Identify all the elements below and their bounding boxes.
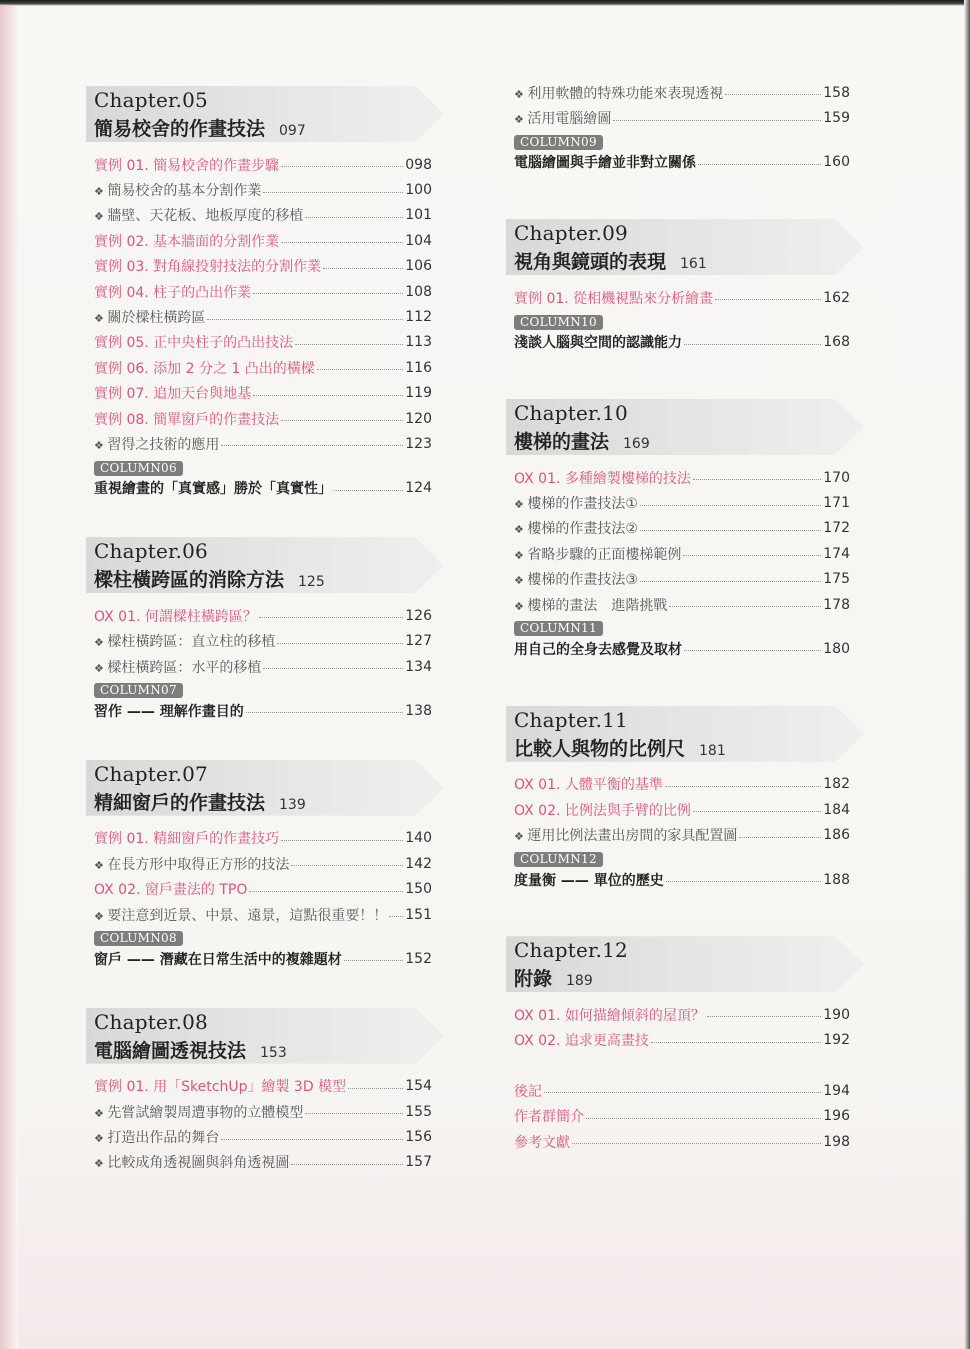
chapter-title-text: 視角與鏡頭的表現 xyxy=(514,251,667,274)
entry-page: 170 xyxy=(823,469,850,486)
chapter-title-text: 樑柱橫跨區的消除方法 xyxy=(94,569,285,592)
toc-entry[interactable] xyxy=(86,355,432,380)
toc-column-entry[interactable] xyxy=(86,698,432,723)
chapter-header xyxy=(506,219,850,273)
entry-title: 實例 01. 精細窗戶的作畫技巧 xyxy=(94,831,280,848)
toc-entry[interactable] xyxy=(506,1103,850,1128)
column-badge: COLUMN11 xyxy=(514,621,603,636)
toc-entry[interactable] xyxy=(506,1129,850,1154)
chapter-title-text: 電腦繪圖透視技法 xyxy=(94,1039,247,1062)
chapter-gap xyxy=(506,175,850,219)
entry-title: ❖ 簡易校舍的基本分割作業 xyxy=(86,180,261,200)
entry-page: 124 xyxy=(405,480,432,497)
chapter-title[interactable] xyxy=(514,734,726,761)
dot-leader xyxy=(725,94,821,95)
entry-page: 178 xyxy=(823,596,850,613)
toc-entry[interactable] xyxy=(86,431,432,456)
chapter-title[interactable] xyxy=(94,788,306,815)
toc-column-entry[interactable] xyxy=(506,150,850,175)
chapter-gap xyxy=(506,662,850,706)
chapter-header xyxy=(506,706,850,760)
entry-page: 168 xyxy=(823,334,850,351)
entry-page: 116 xyxy=(405,359,432,376)
entry-title: 度量衡 —— 單位的歷史 xyxy=(514,872,664,889)
toc-entry[interactable] xyxy=(506,592,850,617)
chapter-gap xyxy=(506,355,850,399)
entry-page: 134 xyxy=(405,658,432,675)
dot-leader xyxy=(698,164,821,165)
entry-page: 104 xyxy=(405,232,432,249)
toc-entry[interactable] xyxy=(506,797,850,822)
entry-page: 158 xyxy=(823,84,850,101)
entry-page: 162 xyxy=(823,289,850,306)
entry-title: 實例 04. 柱子的凸出作業 xyxy=(94,284,252,301)
entry-page: 113 xyxy=(405,334,432,351)
toc-entry[interactable] xyxy=(506,1028,850,1053)
dot-leader xyxy=(651,1042,821,1043)
entry-page: 171 xyxy=(823,495,850,512)
entry-page: 188 xyxy=(823,871,850,888)
chapter-title-text: 附錄 xyxy=(514,968,553,991)
entry-title: 實例 07. 追加天台與地基 xyxy=(94,386,252,403)
chapter-header xyxy=(86,537,432,591)
dot-leader xyxy=(640,505,821,506)
entry-page: 190 xyxy=(823,1006,850,1023)
toc-entry[interactable] xyxy=(506,1078,850,1103)
chapter-label: Chapter.12 xyxy=(514,938,628,963)
dot-leader xyxy=(263,192,403,193)
chapter-page: 181 xyxy=(699,742,726,759)
toc-entry[interactable] xyxy=(86,254,432,279)
chapter-title-text: 簡易校舍的作畫技法 xyxy=(94,118,266,140)
chapter-label: Chapter.10 xyxy=(514,400,628,425)
dot-leader xyxy=(640,581,821,582)
chapter-label: Chapter.05 xyxy=(94,88,208,112)
toc-entry[interactable] xyxy=(86,279,432,304)
entry-page: 108 xyxy=(405,283,432,300)
entry-title: ❖ 牆壁、天花板、地板厚度的移植 xyxy=(86,205,303,225)
entry-title: ❖ 樓梯的作畫技法① xyxy=(506,493,638,513)
entry-page: 119 xyxy=(405,385,432,402)
dot-leader xyxy=(281,840,403,841)
toc-entry[interactable] xyxy=(86,902,432,927)
entry-page: 098 xyxy=(405,156,432,173)
toc-entry[interactable] xyxy=(506,772,850,797)
dot-leader xyxy=(640,530,821,531)
chapter-page: 161 xyxy=(680,256,707,273)
chapter-label: Chapter.11 xyxy=(514,707,628,732)
dot-leader xyxy=(715,299,821,300)
dot-leader xyxy=(586,1118,821,1119)
entry-page: 150 xyxy=(405,881,432,898)
toc-entry[interactable] xyxy=(506,567,850,592)
entry-title: 重視繪畫的「真實感」勝於「真實性」 xyxy=(94,481,332,498)
entry-page: 123 xyxy=(405,435,432,452)
chapter-page: 097 xyxy=(279,123,306,139)
entry-title: 參考文獻 xyxy=(514,1134,570,1151)
toc-entry[interactable] xyxy=(86,628,432,653)
chapter-header xyxy=(86,1008,432,1062)
chapter-title[interactable] xyxy=(514,247,707,274)
entry-title: 實例 02. 基本牆面的分割作業 xyxy=(94,233,280,250)
chapter-page: 139 xyxy=(279,796,306,813)
entry-page: 184 xyxy=(823,801,850,818)
entry-page: 196 xyxy=(823,1108,850,1125)
chapter-gap xyxy=(506,892,850,936)
toc-entry[interactable] xyxy=(506,490,850,515)
entry-page: 186 xyxy=(823,827,850,844)
dot-leader xyxy=(693,479,821,480)
chapter-label: Chapter.09 xyxy=(514,221,628,246)
entry-title: 實例 01. 從相機視點來分析繪畫 xyxy=(514,290,714,307)
entry-page: 198 xyxy=(823,1133,850,1150)
entry-title: ❖ 樑柱橫跨區：直立柱的移植 xyxy=(86,631,275,651)
toc-entry[interactable] xyxy=(86,228,432,253)
entry-page: 106 xyxy=(405,258,432,275)
entry-title: ❖ 樓梯的作畫技法② xyxy=(506,518,638,538)
entry-title: ❖ 先嘗試繪製周遭事物的立體模型 xyxy=(86,1102,303,1122)
entry-title: 實例 01. 簡易校舍的作畫步驟 xyxy=(94,157,280,174)
dot-leader xyxy=(544,1092,821,1093)
entry-title: 用自己的全身去感覺及取材 xyxy=(514,641,682,658)
toc-column-entry[interactable] xyxy=(506,867,850,892)
dot-leader xyxy=(683,555,821,556)
toc-column-entry[interactable] xyxy=(506,330,850,355)
dot-leader xyxy=(665,786,821,787)
toc-right-column xyxy=(506,80,850,1154)
entry-page: 180 xyxy=(823,640,850,657)
entry-title: 實例 08. 簡單窗戶的作畫技法 xyxy=(94,411,280,428)
dot-leader xyxy=(221,445,403,446)
entry-page: 127 xyxy=(405,633,432,650)
dot-leader xyxy=(323,268,403,269)
entry-title: ❖ 打造出作品的舞台 xyxy=(86,1127,219,1147)
toc-entry[interactable] xyxy=(86,304,432,329)
toc-entry[interactable] xyxy=(86,1099,432,1124)
dot-leader xyxy=(291,865,403,866)
chapter-06 xyxy=(86,537,432,724)
column-badge: COLUMN07 xyxy=(94,683,183,698)
dot-leader xyxy=(739,837,821,838)
toc-entry[interactable] xyxy=(86,203,432,228)
toc-entry[interactable] xyxy=(506,516,850,541)
entry-title: ❖ 利用軟體的特殊功能來表現透視 xyxy=(506,83,723,103)
entry-title: OX 01. 何謂樑柱橫跨區？ xyxy=(94,608,257,625)
dot-leader xyxy=(281,242,403,243)
entry-title: ❖ 樓梯的作畫技法③ xyxy=(506,569,638,589)
column-badge: COLUMN12 xyxy=(514,852,603,867)
dot-leader xyxy=(291,1164,403,1165)
entry-title: ❖ 樑柱橫跨區：水平的移植 xyxy=(86,657,261,677)
chapter-gap xyxy=(86,501,432,537)
toc-column-entry[interactable] xyxy=(86,946,432,971)
chapter-09 xyxy=(506,219,850,355)
chapter-12 xyxy=(506,936,850,1154)
entry-title: OX 01. 如何描繪傾斜的屋頂？ xyxy=(514,1007,705,1024)
entry-title: 淺談人腦與空間的認識能力 xyxy=(514,335,682,352)
entry-page: 142 xyxy=(405,855,432,872)
book-spine-shadow xyxy=(0,0,18,1349)
chapter-08 xyxy=(86,1008,432,1176)
chapter-header xyxy=(86,760,432,814)
toc-entry[interactable] xyxy=(86,654,432,679)
toc-entry[interactable] xyxy=(86,826,432,851)
chapter-label: Chapter.07 xyxy=(94,761,208,786)
chapter-gap xyxy=(86,724,432,760)
dot-leader xyxy=(263,668,403,669)
dot-leader xyxy=(317,369,403,370)
toc-entry[interactable] xyxy=(86,330,432,355)
chapter-title[interactable] xyxy=(514,964,593,991)
dot-leader xyxy=(249,891,403,892)
toc-entry[interactable] xyxy=(86,1124,432,1149)
dot-leader xyxy=(389,916,403,917)
chapter-page: 169 xyxy=(623,435,650,452)
entry-title: ❖ 省略步驟的正面樓梯範例 xyxy=(506,544,681,564)
entry-title: 習作 —— 理解作畫目的 xyxy=(94,703,244,720)
entry-title: ❖ 要注意到近景、中景、遠景，這點很重要！！ xyxy=(86,905,387,925)
chapter-08-continued xyxy=(506,80,850,175)
entry-page: 157 xyxy=(405,1154,432,1171)
page-top-edge xyxy=(0,0,970,6)
toc-entry[interactable] xyxy=(86,603,432,628)
dot-leader xyxy=(221,1139,403,1140)
dot-leader xyxy=(693,811,821,812)
dot-leader xyxy=(281,166,403,167)
dot-leader xyxy=(348,1088,403,1089)
toc-entry[interactable] xyxy=(86,381,432,406)
chapter-label: Chapter.08 xyxy=(94,1009,208,1034)
chapter-page: 189 xyxy=(566,973,593,990)
chapter-label: Chapter.06 xyxy=(94,539,208,564)
chapter-10 xyxy=(506,399,850,662)
chapter-title[interactable] xyxy=(94,114,306,141)
dot-leader xyxy=(277,643,403,644)
entry-page: 101 xyxy=(405,207,432,224)
entry-title: ❖ 比較成角透視圖與斜角透視圖 xyxy=(86,1152,289,1172)
toc-entry[interactable] xyxy=(86,876,432,901)
entry-title: ❖ 樓梯的畫法 進階挑戰 xyxy=(506,595,667,615)
dot-leader xyxy=(684,344,821,345)
entry-page: 155 xyxy=(405,1103,432,1120)
dot-leader xyxy=(305,1113,403,1114)
column-badge: COLUMN10 xyxy=(514,315,603,330)
toc-entry[interactable] xyxy=(86,406,432,431)
toc-entry[interactable] xyxy=(506,541,850,566)
dot-leader xyxy=(295,344,403,345)
chapter-title-text: 比較人與物的比例尺 xyxy=(514,737,686,760)
entry-page: 152 xyxy=(405,950,432,967)
entry-page: 140 xyxy=(405,830,432,847)
entry-title: 後記 xyxy=(514,1083,542,1100)
dot-leader xyxy=(253,293,403,294)
entry-page: 192 xyxy=(823,1032,850,1049)
entry-page: 138 xyxy=(405,702,432,719)
dot-leader xyxy=(572,1143,821,1144)
entry-title: OX 02. 比例法與手臂的比例 xyxy=(514,802,691,819)
entry-page: 194 xyxy=(823,1082,850,1099)
chapter-title-text: 精細窗戶的作畫技法 xyxy=(94,791,266,814)
toc-column-entry[interactable] xyxy=(506,636,850,661)
toc-entry[interactable] xyxy=(86,152,432,177)
entry-page: 151 xyxy=(405,906,432,923)
toc-entry[interactable] xyxy=(506,80,850,105)
chapter-page: 125 xyxy=(298,574,325,591)
entry-page: 154 xyxy=(405,1078,432,1095)
toc-entry[interactable] xyxy=(86,177,432,202)
entry-title: ❖ 在長方形中取得正方形的技法 xyxy=(86,854,289,874)
column-badge: COLUMN08 xyxy=(94,931,183,946)
toc-entry[interactable] xyxy=(506,1002,850,1027)
dot-leader xyxy=(334,490,403,491)
dot-leader xyxy=(613,120,821,121)
entry-page: 182 xyxy=(823,776,850,793)
dot-leader xyxy=(253,395,403,396)
chapter-header xyxy=(506,936,850,990)
entry-page: 159 xyxy=(823,110,850,127)
page-right-edge xyxy=(964,0,970,1349)
chapter-page: 153 xyxy=(260,1044,287,1061)
chapter-title-text: 樓梯的畫法 xyxy=(514,430,610,453)
toc-left-column xyxy=(86,86,432,1175)
chapter-title[interactable] xyxy=(514,427,650,454)
entry-title: OX 01. 人體平衡的基準 xyxy=(514,777,663,794)
entry-title: 窗戶 —— 潛藏在日常生活中的複雜題材 xyxy=(94,951,342,968)
dot-leader xyxy=(246,712,404,713)
entry-title: 實例 03. 對角線投射技法的分割作業 xyxy=(94,259,322,276)
toc-entry[interactable] xyxy=(86,851,432,876)
toc-column-entry[interactable] xyxy=(86,476,432,501)
entry-title: 電腦繪圖與手繪並非對立關係 xyxy=(514,155,696,172)
dot-leader xyxy=(669,606,821,607)
toc-entry[interactable] xyxy=(86,1150,432,1175)
dot-leader xyxy=(305,217,403,218)
chapter-header xyxy=(506,399,850,453)
entry-page: 174 xyxy=(823,545,850,562)
toc-entry[interactable] xyxy=(506,822,850,847)
column-badge: COLUMN09 xyxy=(514,135,603,150)
dot-leader xyxy=(666,881,822,882)
entry-title: ❖ 習得之技術的應用 xyxy=(86,434,219,454)
dot-leader xyxy=(707,1016,821,1017)
entry-page: 126 xyxy=(405,607,432,624)
entry-page: 112 xyxy=(405,309,432,326)
dot-leader xyxy=(281,420,403,421)
entry-title: ❖ 關於樑柱橫跨區 xyxy=(86,307,205,327)
column-badge: COLUMN06 xyxy=(94,461,183,476)
entry-title: OX 01. 多種繪製樓梯的技法 xyxy=(514,470,691,487)
chapter-07 xyxy=(86,760,432,972)
dot-leader xyxy=(344,960,404,961)
entry-page: 156 xyxy=(405,1129,432,1146)
toc-entry[interactable] xyxy=(506,285,850,310)
entry-title: ❖ 活用電腦繪圖 xyxy=(506,108,611,128)
entry-page: 175 xyxy=(823,571,850,588)
chapter-title[interactable] xyxy=(94,1036,287,1063)
dot-leader xyxy=(207,319,403,320)
entry-page: 172 xyxy=(823,520,850,537)
chapter-05 xyxy=(86,86,432,501)
chapter-header xyxy=(86,86,432,140)
chapter-11 xyxy=(506,706,850,893)
dot-leader xyxy=(259,617,403,618)
entry-page: 120 xyxy=(405,410,432,427)
entry-title: 實例 06. 添加 2 分之 1 凸出的橫樑 xyxy=(94,360,315,377)
toc-entry[interactable] xyxy=(506,465,850,490)
entry-title: 作者群簡介 xyxy=(514,1109,584,1126)
entry-page: 160 xyxy=(823,154,850,171)
chapter-title[interactable] xyxy=(94,565,325,592)
chapter-gap xyxy=(86,972,432,1008)
entry-title: OX 02. 追求更高畫技 xyxy=(514,1033,649,1050)
entry-title: 實例 05. 正中央柱子的凸出技法 xyxy=(94,335,294,352)
entry-gap xyxy=(506,1053,850,1078)
entry-title: OX 02. 窗戶畫法的 TPO xyxy=(94,882,248,899)
entry-title: ❖ 運用比例法畫出房間的家具配置圖 xyxy=(506,825,737,845)
entry-page: 100 xyxy=(405,182,432,199)
toc-entry[interactable] xyxy=(86,1074,432,1099)
toc-entry[interactable] xyxy=(506,105,850,130)
entry-title: 實例 01. 用「SketchUp」繪製 3D 模型 xyxy=(94,1079,347,1096)
dot-leader xyxy=(684,650,821,651)
